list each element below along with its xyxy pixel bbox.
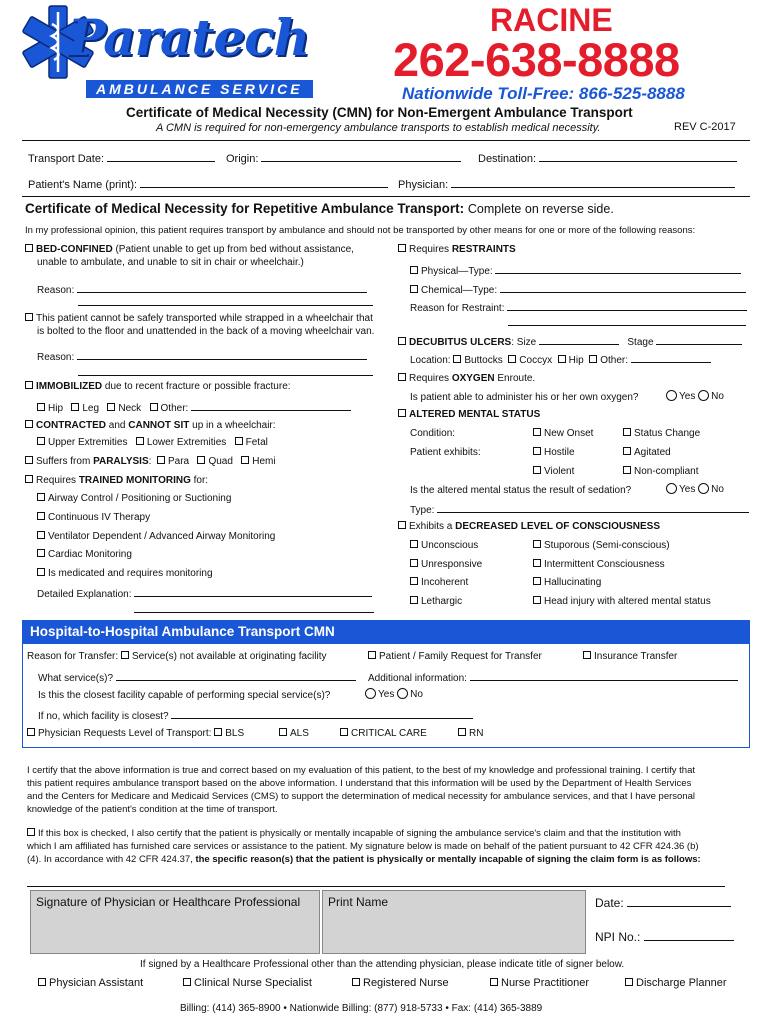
contracted-checkbox[interactable]: CONTRACTED and CANNOT SIT up in a wheelchair: — [25, 420, 276, 431]
form-title: Certificate of Medical Necessity (CMN) for Non-Emergent Ambulance Transport — [126, 105, 633, 120]
oxygen-checkbox[interactable]: Requires OXYGEN Enroute. — [398, 373, 535, 384]
strap-reason-field[interactable]: Reason: — [37, 350, 367, 363]
ulcer-hip-checkbox[interactable]: Hip — [558, 355, 584, 366]
footer-billing: Billing: (414) 365-8900 • Nationwide Billing: (877) 918-5733 • Fax: (414) 365-3889 — [180, 1003, 543, 1014]
form-subtitle: A CMN is required for non-emergency ambulance transports to establish medical necessity. — [156, 122, 601, 134]
discharge-planner-checkbox[interactable]: Discharge Planner — [625, 977, 727, 989]
physician-field[interactable]: Physician: — [398, 178, 735, 191]
upper-extremities-checkbox[interactable]: Upper Extremities — [37, 437, 127, 448]
leg-checkbox[interactable]: Leg — [71, 403, 99, 414]
new-onset-checkbox[interactable]: New Onset — [533, 428, 593, 439]
city-label: RACINE — [490, 2, 613, 38]
wheelchair-strap-checkbox[interactable]: This patient cannot be safely transported while strapped in a wheelchair that — [25, 313, 373, 324]
service-na-checkbox[interactable]: Service(s) not available at originating facility — [121, 651, 327, 662]
wheelchair-strap-desc: is bolted to the floor and unattended in the back of a moving wheelchair van. — [37, 326, 375, 337]
decubitus-checkbox[interactable]: DECUBITUS ULCERS: Size Stage — [398, 335, 742, 348]
destination-field[interactable]: Destination: — [478, 152, 737, 165]
print-name-label: Print Name — [328, 895, 389, 909]
origin-field[interactable]: Origin: — [226, 152, 461, 165]
incapable-line: which I am affiliated has furnished care services or assistance to the patient. My signature below is made on behalf of the patient pursuant to 42 CFR 424.36 (b) — [27, 841, 699, 852]
chemical-restraint-checkbox[interactable]: Chemical—Type: — [410, 283, 746, 296]
closest-facility-radio — [365, 688, 423, 700]
incapable-reason-line[interactable] — [27, 886, 725, 887]
status-change-checkbox[interactable]: Status Change — [623, 428, 700, 439]
unresponsive-checkbox[interactable]: Unresponsive — [410, 559, 482, 570]
npi-field[interactable]: NPI No.: — [595, 930, 734, 944]
bed-reason-line[interactable] — [78, 305, 373, 306]
divider — [22, 196, 750, 197]
sedation-type-field[interactable]: Type: — [410, 503, 749, 516]
immobilized-checkbox[interactable]: IMMOBILIZED due to recent fracture or possible fracture: — [25, 381, 291, 392]
other-checkbox[interactable]: Other: — [150, 403, 352, 414]
strap-reason-line[interactable] — [78, 375, 373, 376]
revision-label: REV C-2017 — [674, 121, 736, 133]
hospital-transfer-title: Hospital-to-Hospital Ambulance Transport CMN — [22, 620, 750, 644]
bls-checkbox[interactable]: BLS — [214, 728, 244, 739]
hip-checkbox[interactable]: Hip — [37, 403, 63, 414]
hemi-checkbox[interactable]: Hemi — [241, 456, 275, 467]
agitated-checkbox[interactable]: Agitated — [623, 447, 671, 458]
certification-line: I certify that the above information is true and correct based on my evaluation of this patient, to the best of my knowledge and professional training. I certify that — [27, 765, 696, 776]
critical-care-checkbox[interactable]: CRITICAL CARE — [340, 728, 427, 739]
lower-extremities-checkbox[interactable]: Lower Extremities — [136, 437, 226, 448]
own-oxygen-radio — [666, 390, 724, 402]
closest-facility-question: Is this the closest facility capable of performing special service(s)? — [38, 690, 331, 701]
ulcer-other-checkbox[interactable]: Other: — [589, 355, 711, 366]
condition-label: Condition: — [410, 428, 456, 439]
exhibits-label: Patient exhibits: — [410, 447, 481, 458]
phone-number: 262-638-8888 — [393, 33, 680, 86]
para-checkbox[interactable]: Para — [157, 456, 189, 467]
unconscious-checkbox[interactable]: Unconscious — [410, 540, 478, 551]
incapable-line: (4). In accordance with 42 CFR 424.37, the specific reason(s) that the patient is physically or mentally incapable of signing the claim form is as follows: — [27, 854, 701, 865]
family-request-checkbox[interactable]: Patient / Family Request for Transfer — [368, 651, 542, 662]
decreased-loc-checkbox[interactable]: Exhibits a DECREASED LEVEL OF CONSCIOUSNESS — [398, 521, 660, 532]
certification-line: knowledge of the patient's condition at the time of transport. — [27, 804, 278, 815]
certification-line: and the Centers for Medicare and Medicaid Services (CMS) to support the determination of medical necessity for ambulance services, and that I have personal — [27, 791, 695, 802]
sedation-yes-radio[interactable]: Yes — [666, 484, 695, 495]
patient-name-field[interactable]: Patient's Name (print): — [28, 178, 388, 191]
physical-restraint-checkbox[interactable]: Physical—Type: — [410, 264, 741, 277]
repetitive-intro: In my professional opinion, this patient requires transport by ambulance and should not be transported by other means for one or more of the following reasons: — [25, 225, 696, 236]
repetitive-section-title: Certificate of Medical Necessity for Repetitive Ambulance Transport: Complete on reverse side. — [25, 201, 614, 216]
logo — [18, 2, 378, 102]
head-injury-checkbox[interactable]: Head injury with altered mental status — [533, 596, 711, 607]
other-signer-note: If signed by a Healthcare Professional other than the attending physician, please indicate title of signer below. — [140, 959, 625, 970]
als-checkbox[interactable]: ALS — [279, 728, 309, 739]
toll-free-number: Nationwide Toll-Free: 866-525-8888 — [402, 84, 685, 103]
physician-assistant-checkbox[interactable]: Physician Assistant — [38, 977, 143, 989]
physician-requests-checkbox[interactable]: Physician Requests Level of Transport: — [27, 728, 211, 739]
sedation-no-radio[interactable]: No — [698, 484, 724, 495]
logo-wordmark: Paratech — [68, 8, 310, 67]
medicated-checkbox[interactable]: Is medicated and requires monitoring — [37, 568, 213, 579]
additional-info-field[interactable]: Additional information: — [368, 671, 738, 684]
noncompliant-checkbox[interactable]: Non-compliant — [623, 466, 698, 477]
certification-line: this patient requires ambulance transport based on the above information. I understand that this information will be used by the Department of Health Services — [27, 778, 692, 789]
ventilator-checkbox[interactable]: Ventilator Dependent / Advanced Airway Monitoring — [37, 531, 275, 542]
oxygen-no-radio[interactable]: No — [698, 391, 724, 402]
trained-monitoring-checkbox[interactable]: Requires TRAINED MONITORING for: — [25, 475, 208, 486]
iv-therapy-checkbox[interactable]: Continuous IV Therapy — [37, 512, 150, 523]
fetal-checkbox[interactable]: Fetal — [235, 437, 268, 448]
restraints-checkbox[interactable]: Requires RESTRAINTS — [398, 244, 516, 255]
detailed-explanation-line[interactable] — [134, 612, 374, 613]
own-oxygen-question: Is patient able to administer his or her own oxygen? — [410, 392, 639, 403]
restraint-reason-line[interactable] — [508, 325, 746, 326]
detailed-explanation-field[interactable]: Detailed Explanation: — [37, 587, 372, 600]
transfer-reason-row: Reason for Transfer: Service(s) not available at originating facility — [27, 651, 327, 662]
stuporous-checkbox[interactable]: Stuporous (Semi-conscious) — [533, 540, 670, 551]
sedation-question: Is the altered mental status the result of sedation? — [410, 485, 632, 496]
what-services-field[interactable]: What service(s)? — [38, 671, 356, 684]
quad-checkbox[interactable]: Quad — [197, 456, 232, 467]
contracted-options — [37, 437, 268, 448]
logo-subtitle: AMBULANCE SERVICE — [86, 80, 313, 98]
lethargic-checkbox[interactable]: Lethargic — [410, 596, 462, 607]
closest-yes-radio[interactable]: Yes — [365, 689, 394, 700]
bed-reason-field[interactable]: Reason: — [37, 283, 367, 296]
paralysis-checkbox[interactable]: Suffers from PARALYSIS: Para Quad Hemi — [25, 456, 276, 467]
coccyx-checkbox[interactable]: Coccyx — [508, 355, 552, 366]
clinical-nurse-specialist-checkbox[interactable]: Clinical Nurse Specialist — [183, 977, 312, 989]
incoherent-checkbox[interactable]: Incoherent — [410, 577, 468, 588]
altered-mental-status-checkbox[interactable]: ALTERED MENTAL STATUS — [398, 409, 540, 420]
hostile-checkbox[interactable]: Hostile — [533, 447, 575, 458]
oxygen-yes-radio[interactable]: Yes — [666, 391, 695, 402]
registered-nurse-checkbox[interactable]: Registered Nurse — [352, 977, 449, 989]
cardiac-checkbox[interactable]: Cardiac Monitoring — [37, 549, 132, 560]
airway-checkbox[interactable]: Airway Control / Positioning or Suctioning — [37, 493, 231, 504]
sedation-radio — [666, 483, 724, 495]
transport-level-row — [27, 728, 244, 739]
buttocks-checkbox[interactable]: Buttocks — [453, 355, 502, 366]
ulcer-location-row: Location: Buttocks Coccyx Hip Other: — [410, 353, 711, 366]
closest-facility-field[interactable]: If no, which facility is closest? — [38, 709, 473, 722]
violent-checkbox[interactable]: Violent — [533, 466, 574, 477]
intermittent-checkbox[interactable]: Intermittent Consciousness — [533, 559, 665, 570]
immobilized-options — [37, 401, 351, 414]
divider — [22, 140, 750, 141]
incapable-checkbox[interactable]: If this box is checked, I also certify that the patient is physically or mentally incapable of signing the ambulance service's claim and that the institution with — [27, 828, 681, 839]
bed-confined-checkbox[interactable]: BED-CONFINED (Patient unable to get up from bed without assistance, — [25, 244, 354, 255]
signature-label: Signature of Physician or Healthcare Professional — [36, 895, 301, 909]
hallucinating-checkbox[interactable]: Hallucinating — [533, 577, 601, 588]
neck-checkbox[interactable]: Neck — [107, 403, 141, 414]
restraint-reason-field[interactable]: Reason for Restraint: — [410, 301, 747, 314]
insurance-transfer-checkbox[interactable]: Insurance Transfer — [583, 651, 677, 662]
closest-no-radio[interactable]: No — [397, 689, 423, 700]
transport-date-field[interactable]: Transport Date: — [28, 152, 215, 165]
nurse-practitioner-checkbox[interactable]: Nurse Practitioner — [490, 977, 589, 989]
rn-checkbox[interactable]: RN — [458, 728, 483, 739]
bed-confined-desc: unable to ambulate, and unable to sit in chair or wheelchair.) — [37, 257, 304, 268]
date-field[interactable]: Date: — [595, 896, 731, 910]
